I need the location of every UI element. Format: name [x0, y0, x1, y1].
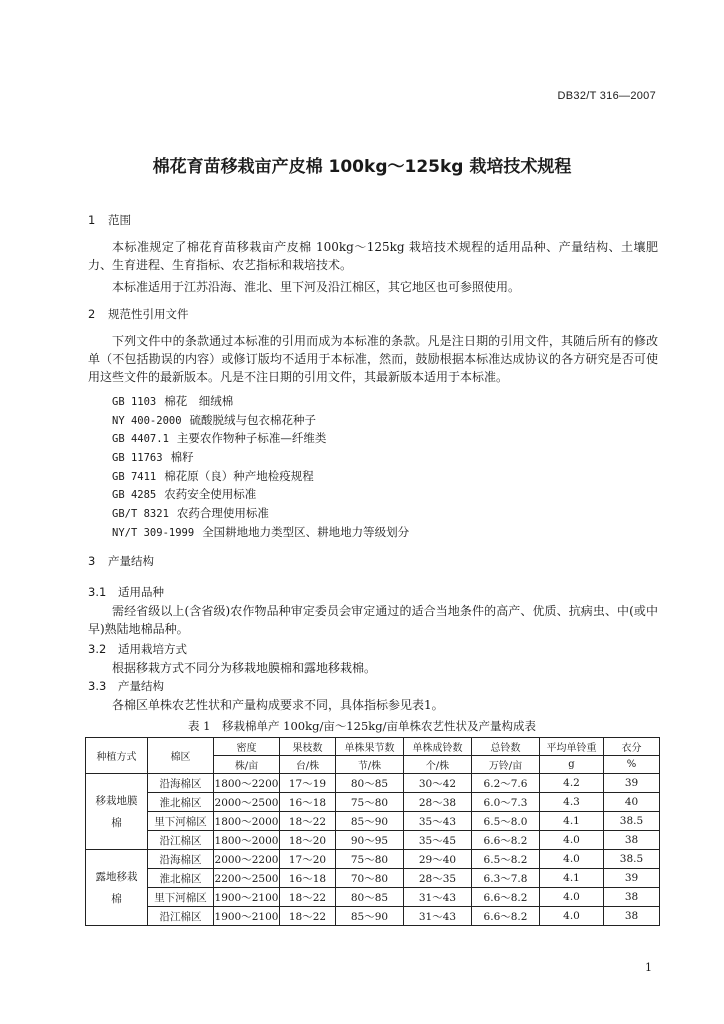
table-cell: 2200～2500	[214, 869, 280, 888]
header-cell: 种植方式	[86, 738, 148, 774]
section-number: 3	[88, 554, 96, 568]
table-cell: 6.5～8.0	[472, 812, 540, 831]
table-cell: 70～80	[336, 869, 404, 888]
region-cell: 淮北棉区	[148, 793, 214, 812]
table-cell: 1800～2000	[214, 831, 280, 850]
unit-cell: g	[540, 756, 604, 774]
table-cell: 17～20	[280, 850, 336, 869]
table-row	[86, 907, 660, 926]
section-number: 1	[88, 213, 96, 227]
reference-list	[112, 392, 409, 542]
header-cell: 密度	[214, 738, 280, 756]
reference-title: 农药安全使用标准	[164, 487, 257, 502]
header-cell: 棉区	[148, 738, 214, 774]
unit-cell: 株/亩	[214, 756, 280, 774]
reference-item	[112, 429, 409, 448]
table-cell: 28～35	[404, 869, 472, 888]
table-cell: 18～22	[280, 888, 336, 907]
table-row	[86, 812, 660, 831]
table-cell: 18～20	[280, 831, 336, 850]
reference-item	[112, 523, 409, 542]
reference-item	[112, 504, 409, 523]
planting-method-cell: 露地移栽棉	[86, 850, 148, 926]
page-number: 1	[645, 961, 652, 974]
table-cell: 38	[604, 888, 660, 907]
section-1-heading	[88, 212, 131, 228]
section-1-paragraph-2: 本标准适用于江苏沿海、淮北、里下河及沿江棉区，其它地区也可参照使用。	[112, 280, 521, 294]
reference-title: 棉花原（良）种产地检疫规程	[164, 468, 314, 483]
header-cell: 单株成铃数	[404, 738, 472, 756]
table-row	[86, 850, 660, 869]
table-cell: 6.6～8.2	[472, 907, 540, 926]
table-cell: 1900～2100	[214, 907, 280, 926]
region-cell: 里下河棉区	[148, 888, 214, 907]
table-cell: 4.1	[540, 812, 604, 831]
subsection-3-1-heading	[88, 584, 164, 600]
subsection-number: 3.2	[88, 642, 107, 656]
table-cell: 1900～2100	[214, 888, 280, 907]
table-cell: 2000～2200	[214, 850, 280, 869]
reference-item	[112, 448, 409, 467]
table-cell: 80～85	[336, 888, 404, 907]
region-cell: 沿江棉区	[148, 831, 214, 850]
table-cell: 31～43	[404, 888, 472, 907]
region-cell: 沿海棉区	[148, 774, 214, 793]
table-cell: 38	[604, 907, 660, 926]
section-title: 产量结构	[108, 554, 154, 568]
reference-code: GB 7411	[112, 470, 157, 483]
unit-cell: 台/株	[280, 756, 336, 774]
subsection-number: 3.3	[88, 679, 107, 693]
reference-code: GB 4407.1	[112, 433, 169, 446]
unit-cell: 节/株	[336, 756, 404, 774]
document-title: 棉花育苗移栽亩产皮棉 100kg～125kg 栽培技术规程	[152, 157, 572, 177]
table-header-row	[86, 738, 660, 756]
reference-title: 硫酸脱绒与包衣棉花种子	[189, 412, 317, 427]
table-row	[86, 869, 660, 888]
table-row	[86, 774, 660, 793]
table-cell: 80～85	[336, 774, 404, 793]
reference-title: 棉籽	[170, 450, 194, 465]
table-cell: 28～38	[404, 793, 472, 812]
table-cell: 29～40	[404, 850, 472, 869]
unit-cell: 个/株	[404, 756, 472, 774]
reference-item	[112, 392, 409, 411]
header-cell: 平均单铃重	[540, 738, 604, 756]
reference-title: 全国耕地地力类型区、耕地地力等级划分	[202, 524, 410, 539]
table-cell: 16～18	[280, 869, 336, 888]
table-cell: 38.5	[604, 812, 660, 831]
subsection-3-1-text: 需经省级以上(含省级)农作物品种审定委员会审定通过的适合当地条件的高产、优质、抗病虫、中(或中早)熟陆地棉品种。	[88, 604, 658, 636]
section-title: 范围	[108, 213, 131, 227]
table-cell: 1800～2200	[214, 774, 280, 793]
table-row	[86, 888, 660, 907]
region-cell: 沿海棉区	[148, 850, 214, 869]
header-cell: 总铃数	[472, 738, 540, 756]
subsection-title: 适用品种	[118, 585, 164, 599]
table-cell: 85～90	[336, 812, 404, 831]
reference-title: 主要农作物种子标准—纤维类	[176, 431, 327, 446]
section-number: 2	[88, 307, 96, 321]
table-cell: 85～90	[336, 907, 404, 926]
table-cell: 35～43	[404, 812, 472, 831]
reference-code: GB/T 8321	[112, 508, 169, 521]
header-cell: 单株果节数	[336, 738, 404, 756]
table-cell: 17～19	[280, 774, 336, 793]
table-cell: 6.6～8.2	[472, 831, 540, 850]
yield-structure-table	[85, 737, 660, 926]
section-3-heading	[88, 553, 154, 569]
table-cell: 38.5	[604, 850, 660, 869]
reference-code: GB 4285	[112, 489, 157, 502]
region-cell: 沿江棉区	[148, 907, 214, 926]
section-title: 规范性引用文件	[108, 307, 189, 321]
table-cell: 31～43	[404, 907, 472, 926]
subsection-3-2-text: 根据移栽方式不同分为移栽地膜棉和露地移栽棉。	[112, 661, 377, 675]
reference-item	[112, 411, 409, 430]
table-cell: 39	[604, 774, 660, 793]
table-cell: 4.3	[540, 793, 604, 812]
reference-title: 农药合理使用标准	[176, 506, 269, 521]
table-cell: 6.0～7.3	[472, 793, 540, 812]
table-cell: 75～80	[336, 850, 404, 869]
table-cell: 6.5～8.2	[472, 850, 540, 869]
table-cell: 75～80	[336, 793, 404, 812]
subsection-title: 产量结构	[118, 679, 164, 693]
table-cell: 90～95	[336, 831, 404, 850]
table-cell: 38	[604, 831, 660, 850]
reference-code: NY 400-2000	[112, 414, 182, 427]
table-cell: 35～45	[404, 831, 472, 850]
planting-method-cell: 移栽地膜棉	[86, 774, 148, 850]
document-code: DB32/T 316—2007	[557, 90, 656, 102]
table-cell: 4.0	[540, 850, 604, 869]
reference-item	[112, 467, 409, 486]
table-cell: 4.0	[540, 907, 604, 926]
subsection-title: 适用栽培方式	[118, 642, 187, 656]
table-row	[86, 793, 660, 812]
table-cell: 6.3～7.8	[472, 869, 540, 888]
unit-cell: %	[604, 756, 660, 774]
section-1-paragraph-1: 本标准规定了棉花育苗移栽亩产皮棉 100kg～125kg 栽培技术规程的适用品种、产量结构、土壤肥力、生育进程、生育指标、农艺指标和栽培技术。	[88, 240, 658, 272]
reference-code: NY/T 309-1999	[112, 526, 195, 539]
table-cell: 6.2～7.6	[472, 774, 540, 793]
table-cell: 39	[604, 869, 660, 888]
table-cell: 1800～2000	[214, 812, 280, 831]
table-cell: 16～18	[280, 793, 336, 812]
table-cell: 2000～2500	[214, 793, 280, 812]
section-2-heading	[88, 306, 189, 322]
reference-code: GB 11763	[112, 452, 163, 465]
table-cell: 6.6～8.2	[472, 888, 540, 907]
table-caption: 表 1 移栽棉单产 100kg/亩～125kg/亩单株农艺性状及产量构成表	[188, 719, 536, 733]
table-cell: 4.2	[540, 774, 604, 793]
subsection-3-3-heading	[88, 678, 164, 694]
unit-cell: 万铃/亩	[472, 756, 540, 774]
subsection-3-3-text: 各棉区单株农艺性状和产量构成要求不同，具体指标参见表1。	[112, 698, 444, 712]
table-cell: 40	[604, 793, 660, 812]
region-cell: 淮北棉区	[148, 869, 214, 888]
table-cell: 18～22	[280, 907, 336, 926]
region-cell: 里下河棉区	[148, 812, 214, 831]
subsection-number: 3.1	[88, 585, 107, 599]
reference-item	[112, 485, 409, 504]
table-cell: 4.0	[540, 831, 604, 850]
reference-code: GB 1103	[112, 396, 157, 408]
table-cell: 4.1	[540, 869, 604, 888]
header-cell: 果枝数	[280, 738, 336, 756]
subsection-3-2-heading	[88, 641, 187, 657]
header-cell: 衣分	[604, 738, 660, 756]
table-row	[86, 831, 660, 850]
table-cell: 30～42	[404, 774, 472, 793]
reference-title: 棉花 细绒棉	[164, 394, 234, 408]
table-cell: 4.0	[540, 888, 604, 907]
section-2-paragraph-1: 下列文件中的条款通过本标准的引用而成为本标准的条款。凡是注日期的引用文件，其随后所有的修改单（不包括勘误的内容）或修订版均不适用于本标准，然而，鼓励根据本标准达成协议的各方研究是否可使用这些文件的最新版本。凡是不注日期的引用文件，其最新版本适用于本标准。	[88, 334, 658, 384]
table-cell: 18～22	[280, 812, 336, 831]
